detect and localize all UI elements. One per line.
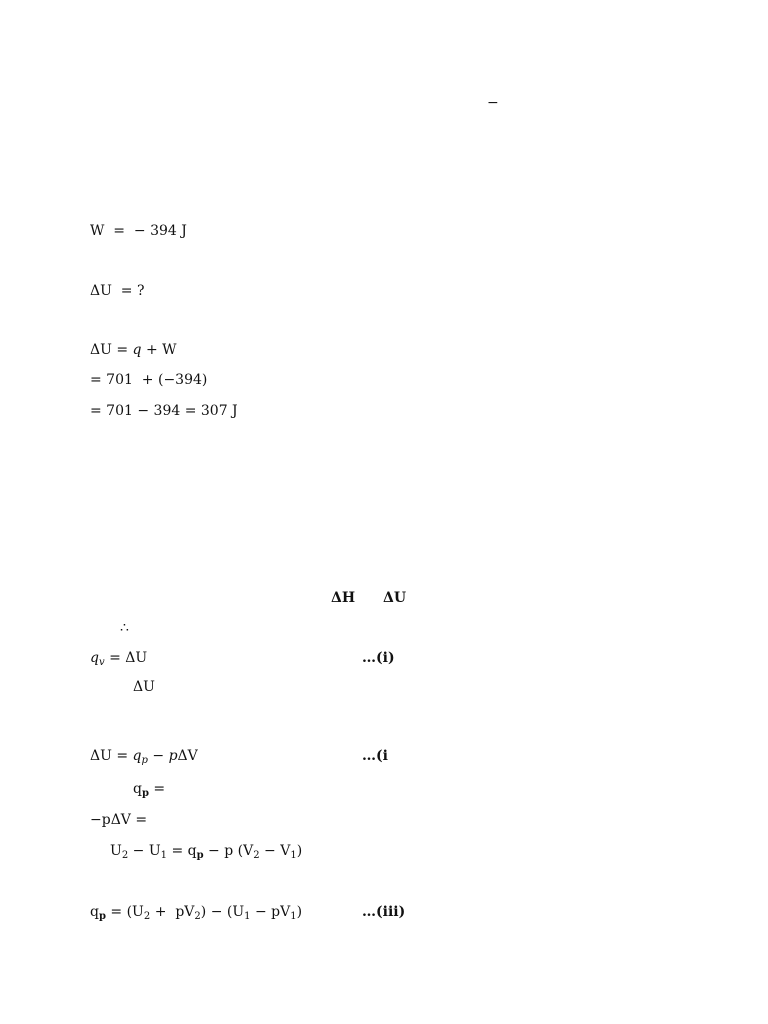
eq-i-rest: = ΔU: [104, 650, 148, 666]
eq-ii-q: q: [132, 748, 142, 764]
eq-iii-pv2: + pV: [150, 904, 195, 920]
eq-i-sub: v: [98, 657, 105, 668]
eq-iii-u2-sub: 2: [143, 911, 151, 922]
equation-iii-tag: …(iii): [362, 904, 406, 920]
eq-iii-close: ): [296, 904, 303, 920]
u2-sub: 2: [121, 850, 129, 861]
result-line: = 701 − 394 = 307 J: [90, 403, 238, 419]
eq-iii-u2: = (U: [105, 904, 144, 920]
eq-iii-u1-sub: 1: [244, 911, 251, 922]
qp-sub: p: [141, 788, 149, 799]
q-sub: p: [196, 850, 204, 861]
heat-symbol: q: [132, 342, 142, 358]
first-law-equation: [90, 341, 177, 359]
equation-ii: [90, 747, 198, 765]
delta-u-text: ΔU: [133, 679, 155, 695]
eq-iii-pv1: − pV: [250, 904, 291, 920]
eq-iii-v1-sub: 1: [290, 911, 297, 922]
qp-q: q: [133, 781, 142, 797]
eq-iii-v2-sub: 2: [194, 911, 201, 922]
eq-ii-p: p: [168, 748, 178, 764]
qp-rest: =: [148, 781, 166, 797]
equation-ii-tag: …(i: [362, 748, 388, 764]
equation-i: [90, 649, 147, 667]
work-value: W = − 394 J: [90, 223, 187, 239]
eq-ii-dv: ΔV: [177, 748, 198, 764]
negative-p-delta-v: −pΔV =: [90, 812, 148, 828]
v1-sub: 1: [290, 850, 297, 861]
eq-iii-u1: ) − (U: [200, 904, 245, 920]
eq-iii-q: q: [90, 904, 99, 920]
v1-symbol: − V: [259, 843, 291, 859]
minus-sign: −: [487, 95, 499, 111]
delta-h-heading: ΔH: [331, 590, 356, 606]
u1-sub: 1: [160, 850, 167, 861]
equation-i-tag: …(i): [362, 650, 395, 666]
p-v2: − p (V: [203, 843, 254, 859]
eq-ii-sub: p: [141, 755, 148, 766]
internal-energy-line: [110, 842, 302, 860]
first-law-lhs: ΔU =: [90, 342, 133, 358]
u1-symbol: − U: [128, 843, 161, 859]
delta-u-unknown: ΔU = ?: [90, 283, 145, 299]
eq-ii-minus: −: [147, 748, 169, 764]
eq-ii-lhs: ΔU =: [90, 748, 133, 764]
qp-equals: [133, 780, 165, 798]
q-symbol: = q: [167, 843, 197, 859]
u2-symbol: U: [110, 843, 122, 859]
first-law-rhs: + W: [141, 342, 177, 358]
eq-i-q: q: [90, 650, 99, 666]
delta-u-heading: ΔU: [383, 590, 407, 606]
v2-sub: 2: [253, 850, 260, 861]
therefore-symbol: ∴: [120, 620, 129, 636]
equation-iii: [90, 903, 302, 921]
substitution-line: = 701 + (−394): [90, 372, 208, 388]
close-paren: ): [296, 843, 303, 859]
eq-iii-sub: p: [98, 911, 106, 922]
